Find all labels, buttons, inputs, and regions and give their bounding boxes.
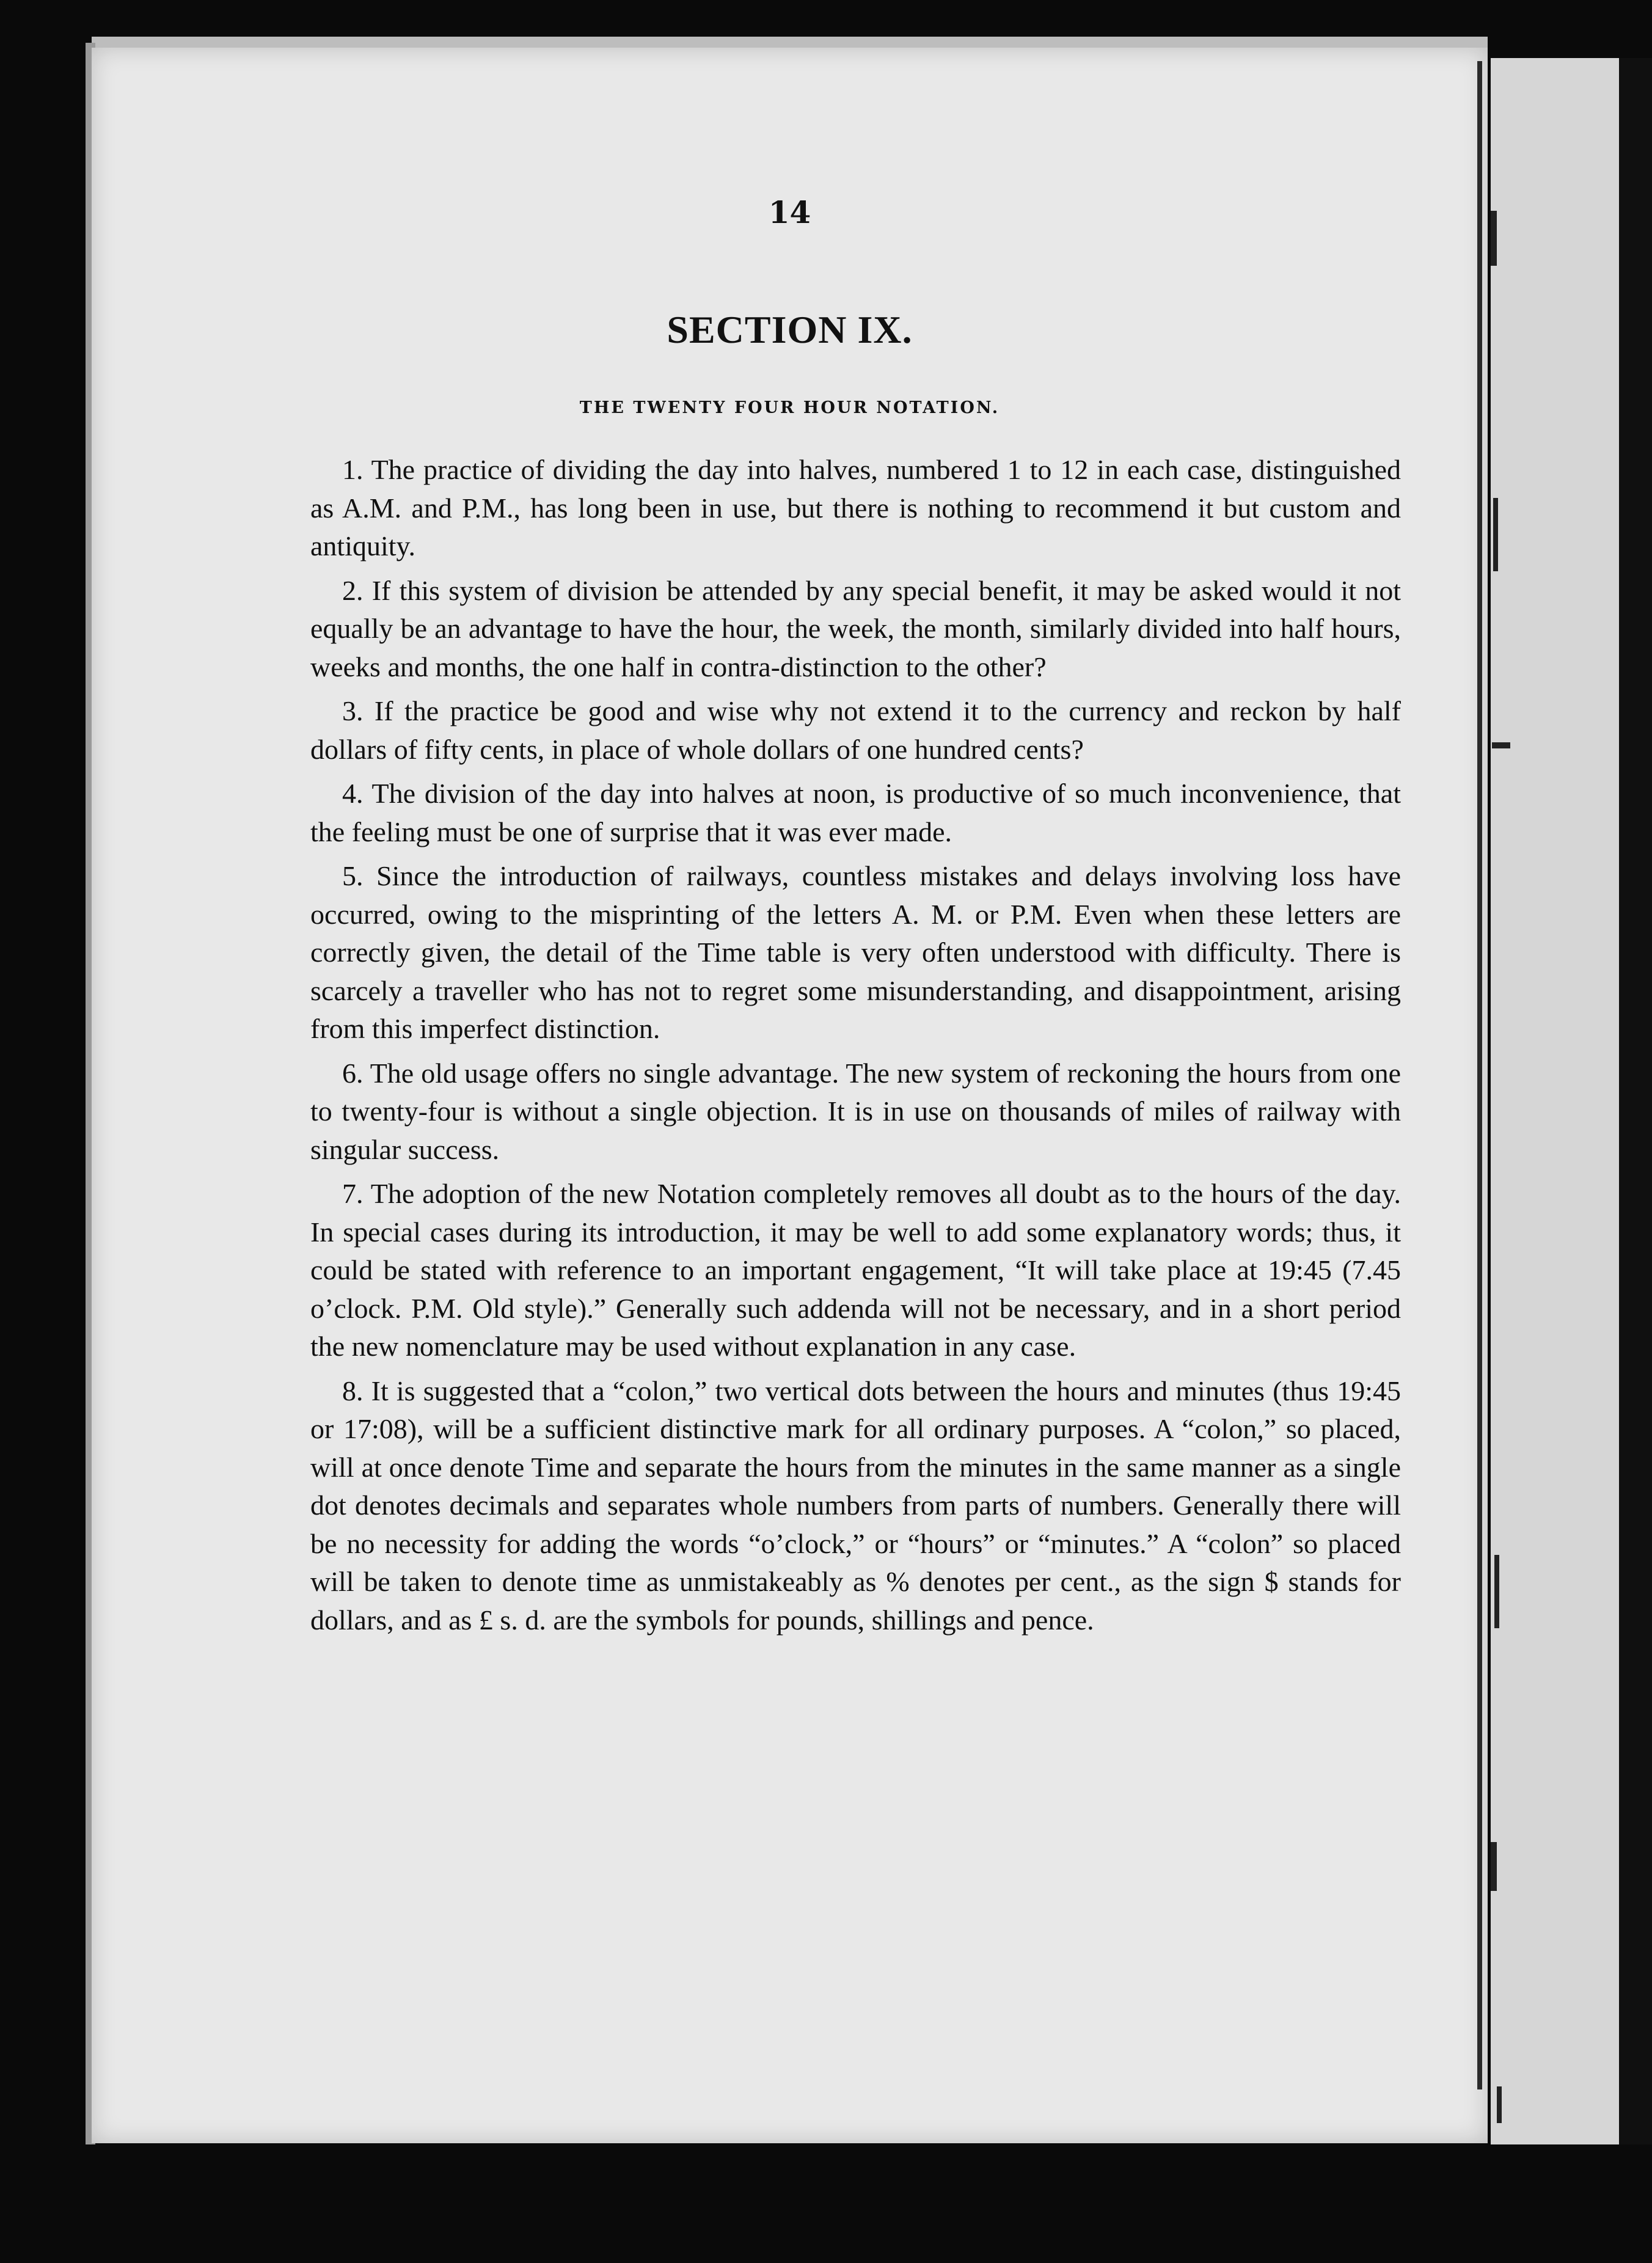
- body-text: [310, 451, 1401, 1645]
- facing-page: [1491, 58, 1631, 2144]
- section-title: SECTION IX.: [667, 308, 913, 351]
- page-number: 14: [768, 194, 811, 230]
- section-subtitle: THE TWENTY FOUR HOUR NOTATION.: [579, 398, 1000, 417]
- scanned-page: [92, 48, 1488, 2143]
- paragraph-4: 4. The division of the day into halves at noon, is productive of so much inconvenience, that the feeling must be one of surprise that it was ever made.: [310, 778, 1401, 847]
- paragraph-8: 8. It is suggested that a “colon,” two vertical dots between the hours and minutes (thus 19:45 or 17:08), will be a sufficient distinctive mark for all ordinary purposes. A “colon,” so placed, will at once denote Time and separate the hours from the minutes in the same manner as a single dot denotes decimals and separates whole numbers from parts of numbers. Generally there will be no necessity for adding the words “o’clock,” or “hours” or “minutes.” A “colon” so placed will be taken to denote time as unmistakeably as % denotes per cent., as the sign $ stands for dollars, and as £ s. d. are the symbols for pounds, shillings and pence.: [310, 1375, 1401, 1636]
- paragraph-5: 5. Since the introduction of railways, countless mistakes and delays involving loss have occurred, owing to the misprinting of the letters A. M. or P.M. Even when these letters are correctly given, the detail of the Time table is very often understood with difficulty. There is scarcely a traveller who has not to regret some misunderstanding, and disappointment, arising from this imperfect distinction.: [310, 860, 1401, 1044]
- paragraph-2: 2. If this system of division be attended by any special benefit, it may be asked would it not equally be an advantage to have the hour, the week, the month, similarly divided into half hours, weeks and months, the one half in contra-distinction to the other?: [310, 574, 1401, 682]
- paragraph-3: 3. If the practice be good and wise why not extend it to the currency and reckon by half dollars of fifty cents, in place of whole dollars of one hundred cents?: [310, 695, 1401, 765]
- paragraph-6: 6. The old usage offers no single advantage. The new system of reckoning the hours from one to twenty-four is without a single objection. It is in use on thousands of miles of railway with singular success.: [310, 1057, 1401, 1165]
- page-fold: [1477, 61, 1482, 2089]
- scan-border: [1619, 58, 1652, 2144]
- paragraph-7: 7. The adoption of the new Notation completely removes all doubt as to the hours of the day. In special cases during its introduction, it may be well to add some explanatory words; thus, it could be stated with reference to an important engagement, “It will take place at 19:45 (7.45 o’clock. P.M. Old style).” Generally such addenda will not be necessary, and in a short period the new nomenclature may be used without explanation in any case.: [310, 1178, 1401, 1362]
- paragraph-1: 1. The practice of dividing the day into halves, numbered 1 to 12 in each case, distinguished as A.M. and P.M., has long been in use, but there is nothing to recommend it but custom and antiquity.: [310, 454, 1401, 561]
